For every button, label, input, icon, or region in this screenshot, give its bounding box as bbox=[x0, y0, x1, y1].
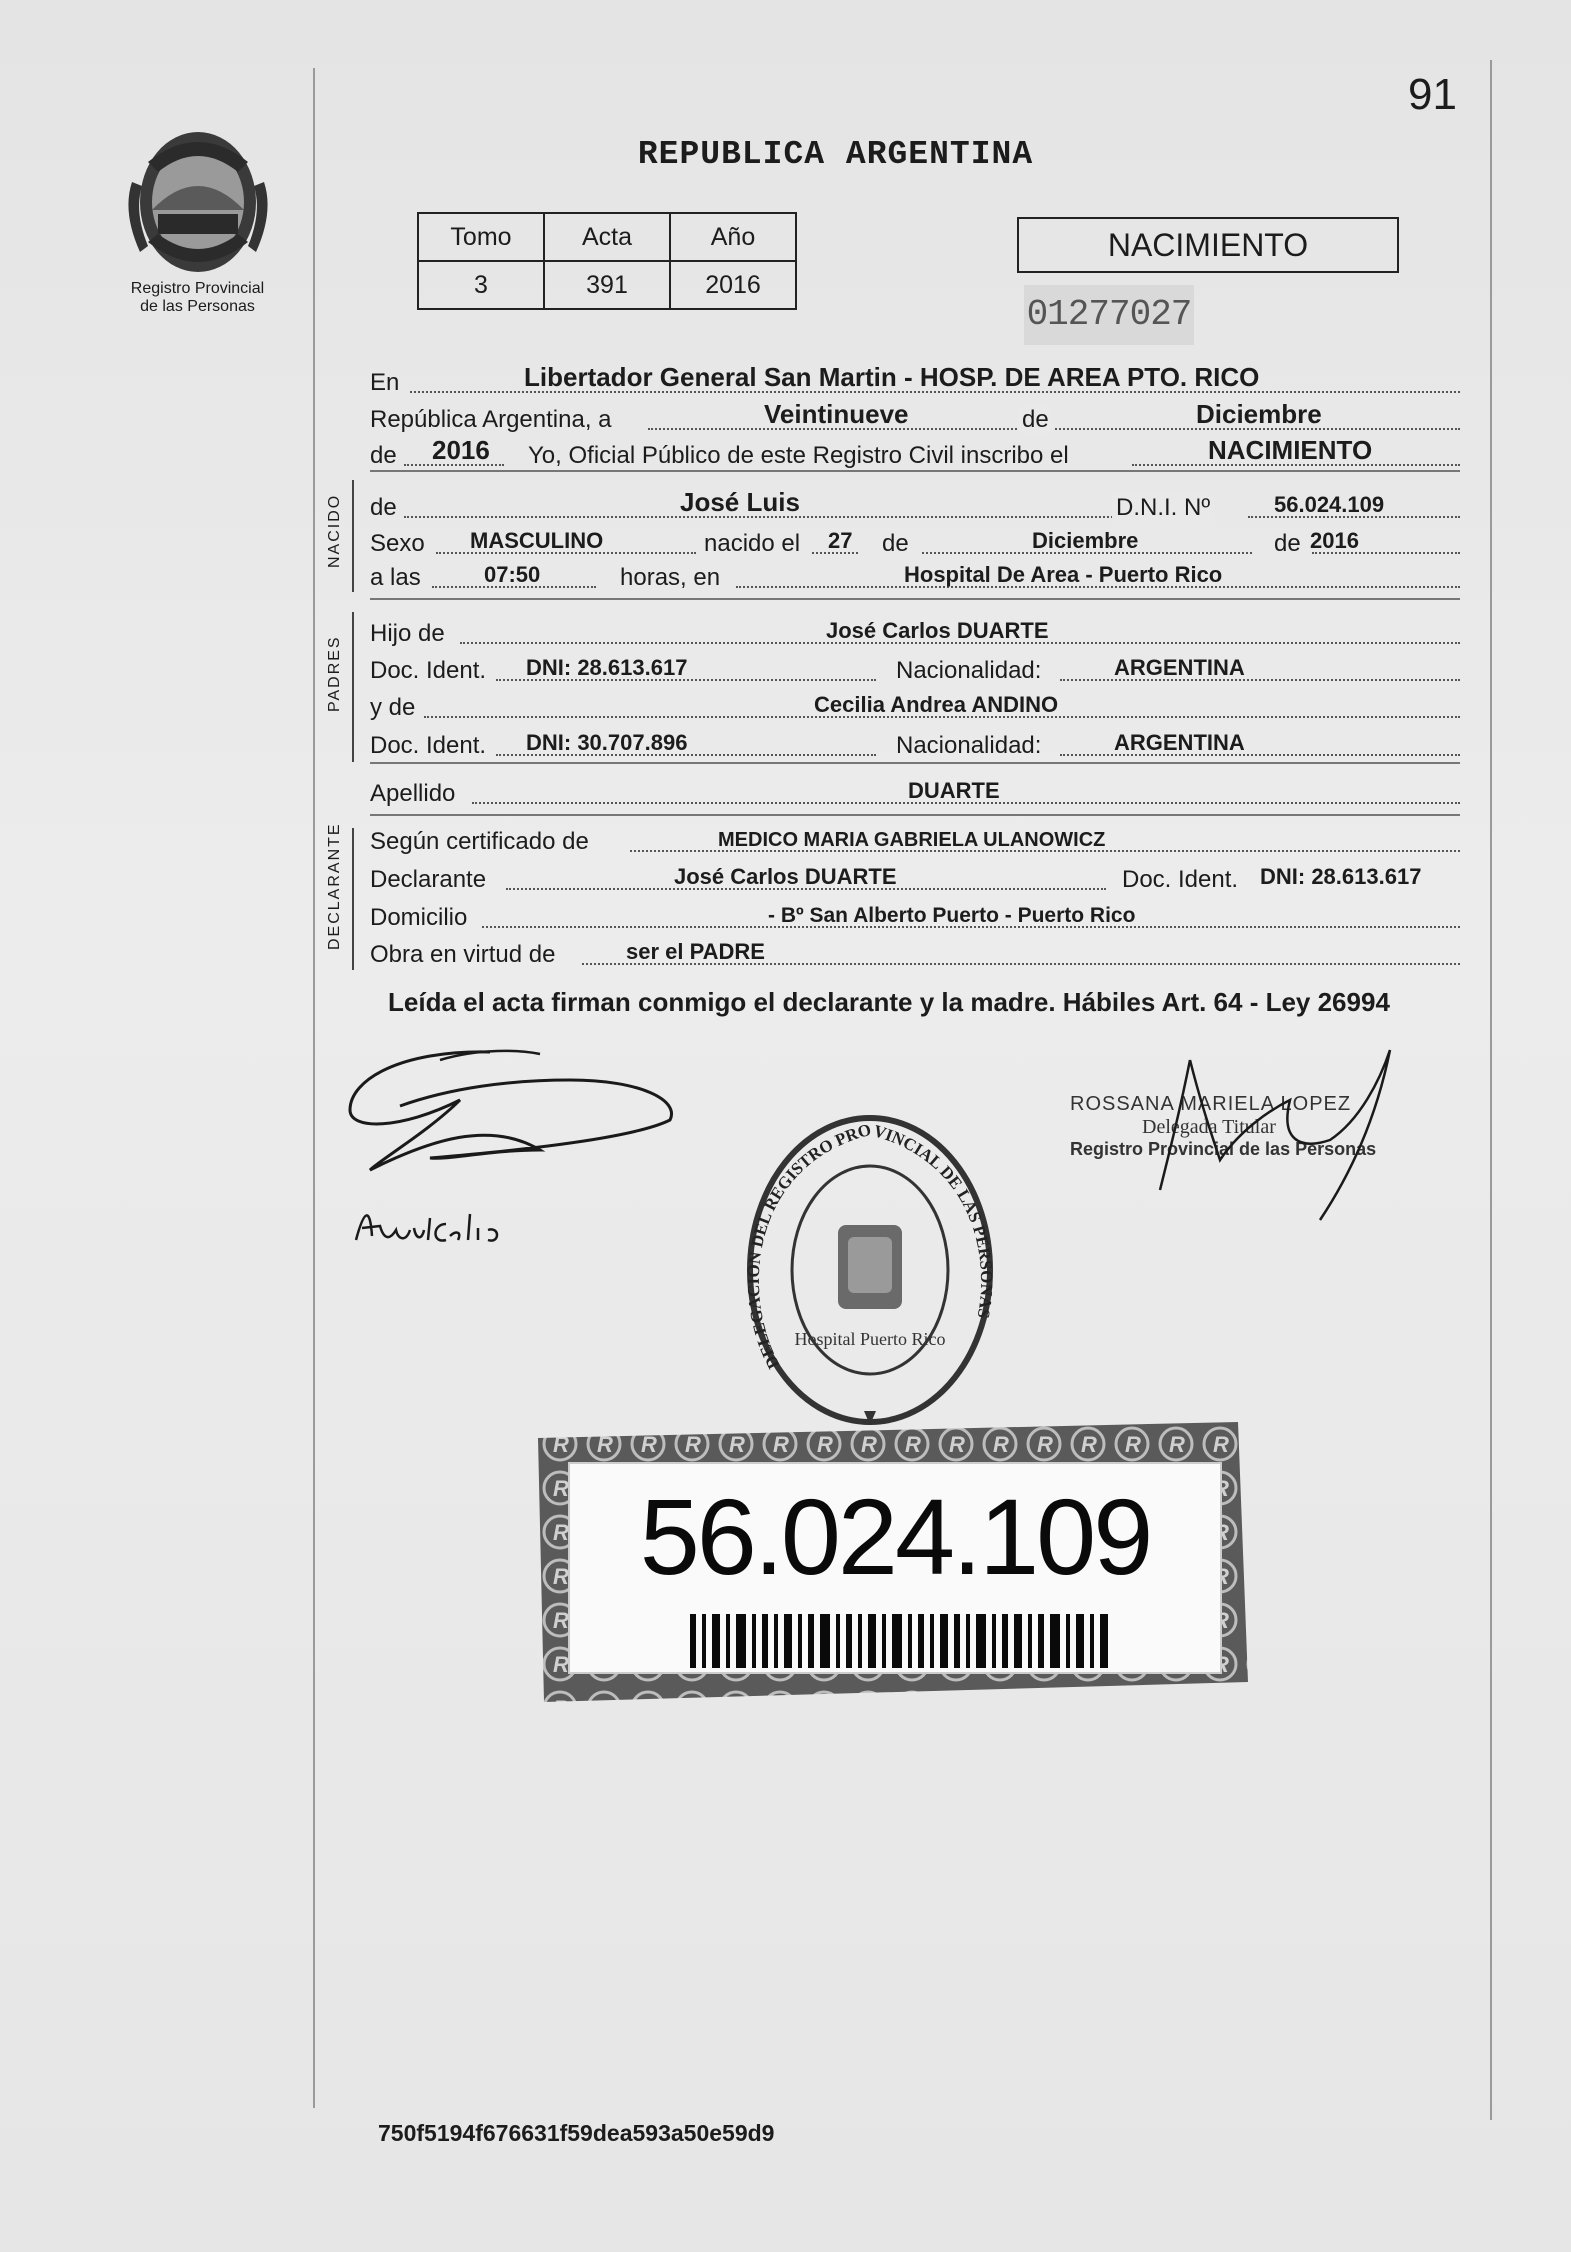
page-number: 91 bbox=[1408, 70, 1457, 119]
acta-header: Acta bbox=[544, 213, 670, 261]
father-doc-label: Doc. Ident. bbox=[370, 657, 487, 684]
father-nationality-value: ARGENTINA bbox=[1114, 655, 1245, 680]
row-nacido-hora bbox=[370, 558, 1460, 594]
row-mother-doc bbox=[370, 726, 1460, 762]
declarante-signature bbox=[340, 1040, 680, 1190]
dni-label: D.N.I. Nº bbox=[1112, 494, 1214, 522]
horas-label: horas, en bbox=[620, 564, 721, 591]
section-separator bbox=[370, 598, 1460, 600]
sexo-value: MASCULINO bbox=[470, 528, 604, 553]
domicilio-value: - Bº San Alberto Puerto - Puerto Rico bbox=[768, 904, 1136, 927]
country-title: REPUBLICA ARGENTINA bbox=[637, 136, 1034, 173]
alas-label: a las bbox=[370, 564, 421, 591]
row-segun bbox=[370, 822, 1460, 858]
section-separator bbox=[370, 762, 1460, 764]
declarante-doc-label: Doc. Ident. bbox=[1122, 866, 1239, 893]
year-value: 2016 bbox=[432, 435, 490, 465]
nacido-bracket bbox=[352, 480, 354, 592]
barcode-bars bbox=[690, 1614, 1110, 1668]
father-name-value: José Carlos DUARTE bbox=[826, 618, 1049, 643]
tomo-header: Tomo bbox=[418, 213, 544, 261]
row-domicilio bbox=[370, 898, 1460, 934]
child-name-value: José Luis bbox=[680, 487, 800, 517]
row-republica bbox=[370, 400, 1460, 436]
row-oficial bbox=[370, 436, 1460, 472]
row-declarante bbox=[370, 860, 1460, 896]
place-value: Libertador General San Martin - HOSP. DE AREA PTO. RICO bbox=[524, 362, 1260, 392]
en-label: En bbox=[370, 369, 400, 396]
nacido-de-label3: de bbox=[1274, 530, 1301, 557]
official-signature bbox=[1130, 1040, 1420, 1230]
hijo-de-label: Hijo de bbox=[370, 620, 445, 647]
registry-round-stamp bbox=[740, 1105, 1000, 1435]
registry-table bbox=[417, 212, 797, 310]
closing-statement: Leída el acta firman conmigo el declarante y la madre. Hábiles Art. 64 - Ley 26994 bbox=[388, 987, 1390, 1017]
obra-value: ser el PADRE bbox=[626, 939, 765, 964]
sexo-label: Sexo bbox=[370, 530, 425, 557]
birth-month-value: Diciembre bbox=[1032, 528, 1139, 553]
section-separator bbox=[370, 470, 1460, 472]
left-margin-line bbox=[313, 68, 315, 2108]
registry-value-row bbox=[418, 261, 796, 309]
father-doc-value: DNI: 28.613.617 bbox=[526, 655, 688, 680]
anio-header: Año bbox=[670, 213, 796, 261]
registry-logo-label bbox=[100, 280, 295, 316]
padres-section-label: PADRES bbox=[326, 635, 343, 712]
inscribe-value: NACIMIENTO bbox=[1208, 435, 1373, 465]
declarante-doc-value: DNI: 28.613.617 bbox=[1260, 864, 1422, 889]
domicilio-label: Domicilio bbox=[370, 904, 468, 931]
apellido-value: DUARTE bbox=[908, 778, 1000, 803]
nacido-de-label2: de bbox=[882, 530, 909, 557]
nacido-section-label: NACIDO bbox=[326, 493, 343, 568]
birth-day-value: 27 bbox=[828, 528, 853, 553]
logo-label-line1: Registro Provincial bbox=[130, 280, 265, 297]
mother-doc-label: Doc. Ident. bbox=[370, 732, 487, 759]
year-prefix-label: de bbox=[370, 442, 397, 469]
document-type-box: NACIMIENTO bbox=[1017, 217, 1399, 273]
declarante-bracket bbox=[352, 828, 354, 970]
row-hijo-de bbox=[370, 614, 1460, 650]
row-en bbox=[370, 363, 1460, 399]
republica-label: República Argentina, a bbox=[370, 406, 612, 433]
section-separator bbox=[370, 814, 1460, 816]
de-label: de bbox=[1018, 406, 1053, 434]
row-obra bbox=[370, 935, 1460, 971]
barcode-number: 56.024.109 bbox=[639, 1476, 1151, 1597]
right-margin-line bbox=[1490, 60, 1492, 2120]
official-title: Delegada Titular bbox=[1142, 1116, 1276, 1138]
mother-nationality-label: Nacionalidad: bbox=[896, 732, 1042, 759]
official-name: ROSSANA MARIELA LOPEZ bbox=[1070, 1093, 1352, 1115]
month-text-value: Diciembre bbox=[1196, 399, 1322, 429]
padres-bracket bbox=[352, 612, 354, 762]
row-y-de bbox=[370, 688, 1460, 724]
declarante-label: Declarante bbox=[370, 866, 487, 893]
official-office: Registro Provincial de las Personas bbox=[1070, 1139, 1377, 1159]
tomo-value: 3 bbox=[418, 261, 544, 309]
round-stamp-inner-text: Hospital Puerto Rico bbox=[794, 1329, 946, 1349]
father-nationality-label: Nacionalidad: bbox=[896, 657, 1042, 684]
anio-value: 2016 bbox=[670, 261, 796, 309]
mother-name-value: Cecilia Andrea ANDINO bbox=[814, 692, 1059, 717]
row-apellido bbox=[370, 774, 1460, 810]
segun-label: Según certificado de bbox=[370, 828, 589, 855]
day-text-value: Veintinueve bbox=[764, 399, 909, 429]
registry-header-row bbox=[418, 213, 796, 261]
mother-nationality-value: ARGENTINA bbox=[1114, 730, 1245, 755]
barcode-label bbox=[568, 1462, 1222, 1674]
birth-year-value: 2016 bbox=[1310, 528, 1359, 553]
mother-signature bbox=[350, 1200, 550, 1260]
child-dni-value: 56.024.109 bbox=[1274, 492, 1385, 517]
declarante-section-label: DECLARANTE bbox=[326, 822, 343, 950]
row-nacido-name bbox=[370, 488, 1460, 524]
oficial-text: Yo, Oficial Público de este Registro Civil inscribo el bbox=[528, 442, 1069, 469]
document-hash: 750f5194f676631f59dea593a50e59d9 bbox=[378, 2120, 775, 2146]
logo-label-line2: de las Personas bbox=[140, 298, 255, 315]
birth-time-value: 07:50 bbox=[484, 562, 541, 587]
obra-label: Obra en virtud de bbox=[370, 941, 556, 968]
nacido-de-label: de bbox=[370, 494, 397, 521]
round-stamp-outer-text: DELEGACION DEL REGISTRO PROVINCIAL DE LAS PERSONAS bbox=[743, 1119, 997, 1372]
nacido-el-label: nacido el bbox=[704, 530, 801, 557]
acta-value: 391 bbox=[544, 261, 670, 309]
birth-place-value: Hospital De Area - Puerto Rico bbox=[904, 562, 1223, 587]
apellido-label: Apellido bbox=[370, 780, 456, 807]
declarante-name-value: José Carlos DUARTE bbox=[674, 864, 897, 889]
row-father-doc bbox=[370, 651, 1460, 687]
y-de-label: y de bbox=[370, 694, 416, 721]
serial-number: 01277027 bbox=[1024, 285, 1194, 345]
row-nacido-sexo bbox=[370, 524, 1460, 560]
mother-doc-value: DNI: 30.707.896 bbox=[526, 730, 688, 755]
certificado-value: MEDICO MARIA GABRIELA ULANOWICZ bbox=[718, 829, 1106, 851]
